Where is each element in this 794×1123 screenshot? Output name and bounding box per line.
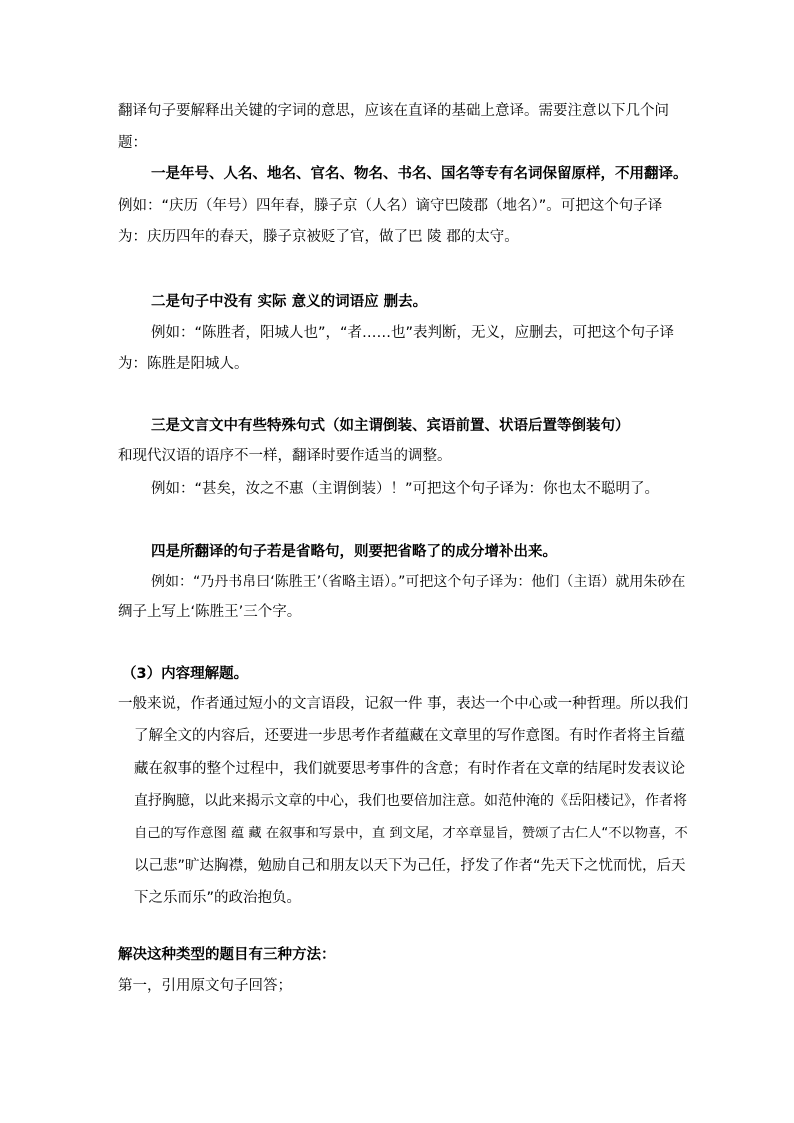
section-4-example-line-2: 绸子上写上‘陈胜王’三个字。 [118,604,302,620]
section-5-para-line-4: 直抒胸臆，以此来揭示文章的中心，我们也要倍加注意。如范仲淹的《岳阳楼记》，作者将 [134,793,687,809]
section-6-heading: 解决这种类型的题目有三种方法： [118,947,336,963]
section-1-example-line-2: 为：庆历四年的春天，滕子京被贬了官，做了巴 陵 郡的太守。 [118,229,519,245]
section-5-para-line-3: 藏在叙事的整个过程中，我们就要思考事件的含意；有时作者在文章的结尾时发表议论 [134,761,685,777]
section-4-heading: 四是所翻译的句子若是省略句，则要把省略了的成分增补出来。 [151,544,557,560]
section-5-para-line-2: 了解全文的内容后，还要进一步思考作者蕴藏在文章里的写作意图。有时作者将主旨蕴 [134,728,685,744]
section-6-item-1: 第一，引用原文句子回答； [118,978,292,994]
section-3-heading: 三是文言文中有些特殊句式（如主谓倒装、宾语前置、状语后置等倒装句） [151,418,630,434]
section-1-example-line-1: 例如：“庆历（年号）四年春，滕子京（人名）谪守巴陵郡（地名）”。可把这个句子译 [118,198,663,214]
section-5-para-line-7: 下之乐而乐”的政治抱负。 [134,890,302,906]
intro-line-1: 翻译句子要解释出关键的字词的意思，应该在直译的基础上意译。需要注意以下几个问 [118,103,669,119]
section-5-para-line-5: 自己的写作意图 蕴 藏 在叙事和写景中，直 到文尾，才卒章显旨，赞颂了古仁人“不以物喜，不 [134,826,688,841]
section-1-heading: 一是年号、人名、地名、官名、物名、书名、国名等专有名词保留原样，不用翻译。 [151,166,688,182]
section-2-example-line-1: 例如：“陈胜者，阳城人也”，“者……也”表判断，无义，应删去，可把这个句子译 [151,325,675,341]
section-2-example-line-2: 为：陈胜是阳城人。 [118,356,249,372]
section-5-para-line-6: 以己悲”旷达胸襟，勉励自己和朋友以天下为己任，抒发了作者“先天下之忧而忧，后天 [134,858,686,874]
section-2-heading: 二是句子中没有 实际 意义的词语应 删去。 [151,294,428,310]
section-3-line-2: 和现代汉语的语序不一样，翻译时要作适当的调整。 [118,448,452,464]
section-5-para-line-1: 一般来说，作者通过短小的文言语段，记叙一件 事，表达一个中心或一种哲理。所以我们 [118,696,689,712]
section-4-example-line-1: 例如：“乃丹书帛曰‘陈胜王’（省略主语）。”可把这个句子译为：他们（主语）就用朱砂在 [151,574,686,590]
section-5-heading: （3）内容理解题。 [122,666,249,682]
intro-line-2: 题： [118,135,147,151]
section-3-example: 例如：“甚矣，汝之不惠（主谓倒装）！”可把这个句子译为：你也太不聪明了。 [151,481,660,497]
